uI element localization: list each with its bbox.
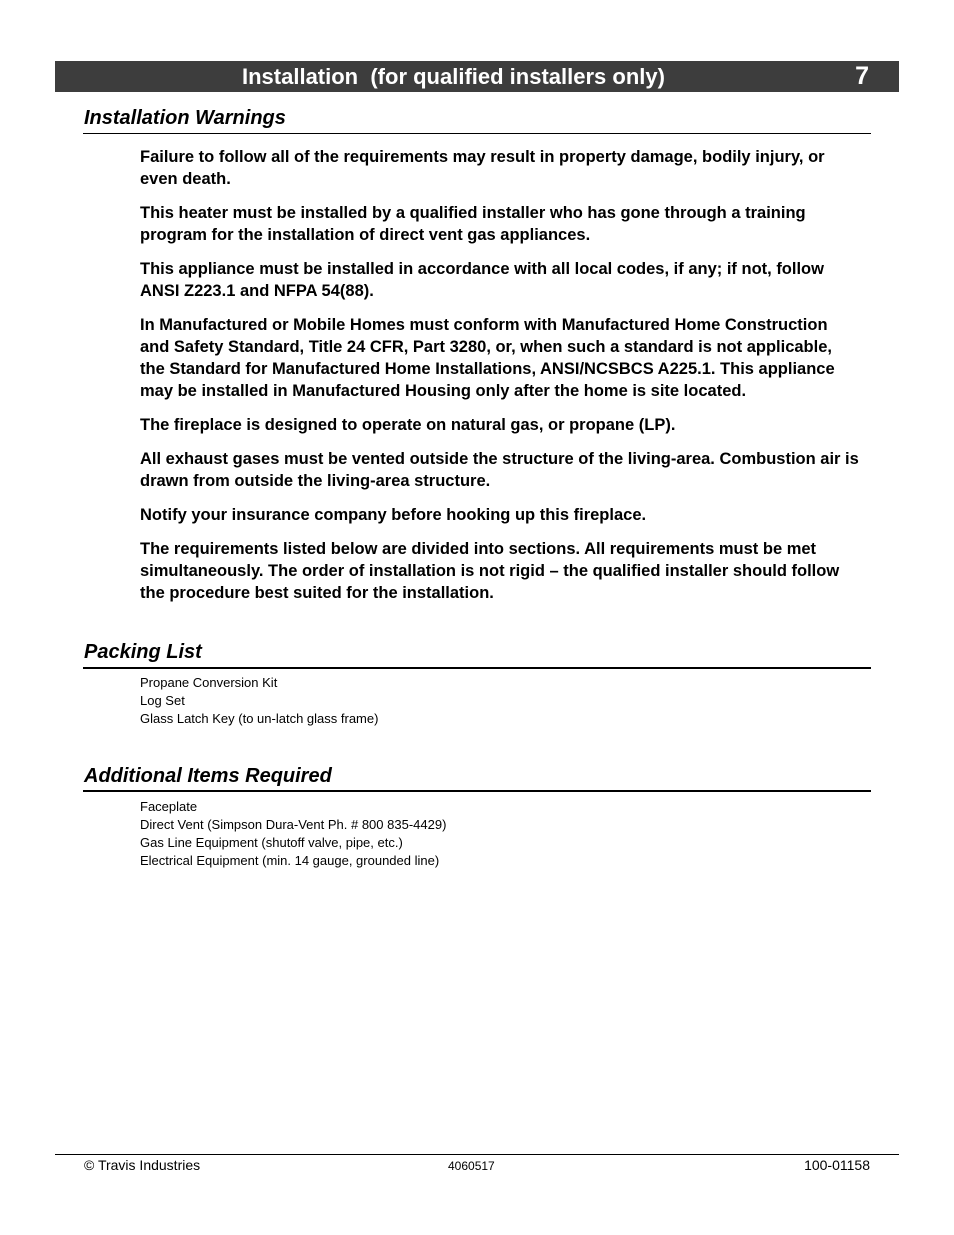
list-item: Faceplate (140, 799, 198, 814)
page-header-bar (55, 61, 899, 92)
installation-warnings-body (140, 146, 860, 616)
list-item: Electrical Equipment (min. 14 gauge, grounded line) (140, 853, 440, 868)
warning-paragraph: The fireplace is designed to operate on natural gas, or propane (LP). (140, 416, 676, 434)
warning-paragraph: In Manufactured or Mobile Homes must conform with Manufactured Home Construction and Safety Standard, Title 24 CFR, Part 3280, or, when such a standard is not applicable, the Standard for Manufactured Home Installations, ANSI/NCSBCS A225.1. This appliance may be installed in Manufactured Housing only after the home is site located. (140, 316, 835, 400)
warning-paragraph: This heater must be installed by a qualified installer who has gone through a training program for the installation of direct vent gas appliances. (140, 204, 806, 244)
footer-rule (55, 1154, 899, 1155)
warning-paragraph: The requirements listed below are divided into sections. All requirements must be met simultaneously. The order of installation is not rigid – the qualified installer should follow the procedure best suited for the installation. (140, 540, 840, 602)
list-item: Log Set (140, 693, 185, 708)
footer-doc-number: 100-01158 (804, 1157, 870, 1173)
page-title: Installation (for qualified installers only) (242, 64, 665, 89)
section-heading-packing-list: Packing List (84, 641, 202, 663)
packing-list (140, 674, 378, 728)
list-item: Glass Latch Key (to un-latch glass frame) (140, 711, 379, 726)
section-rule (83, 790, 871, 792)
section-heading-installation-warnings: Installation Warnings (84, 107, 286, 129)
section-rule (83, 667, 871, 669)
section-rule (83, 133, 871, 134)
list-item: Propane Conversion Kit (140, 675, 278, 690)
page-number: 7 (855, 62, 869, 90)
list-item: Direct Vent (Simpson Dura-Vent Ph. # 800 835-4429) (140, 817, 447, 832)
warning-paragraph: Failure to follow all of the requirements may result in property damage, bodily injury, or even death. (140, 148, 825, 188)
footer-code: 4060517 (448, 1159, 495, 1173)
additional-items-list (140, 798, 446, 870)
warning-paragraph: All exhaust gases must be vented outside the structure of the living-area. Combustion air is drawn from outside the living-area structure. (140, 450, 859, 490)
warning-paragraph: Notify your insurance company before hooking up this fireplace. (140, 506, 647, 524)
list-item: Gas Line Equipment (shutoff valve, pipe, etc.) (140, 835, 403, 850)
footer-copyright: © Travis Industries (84, 1157, 201, 1173)
section-heading-additional-items: Additional Items Required (84, 765, 332, 787)
warning-paragraph: This appliance must be installed in accordance with all local codes, if any; if not, follow ANSI Z223.1 and NFPA 54(88). (140, 260, 824, 300)
